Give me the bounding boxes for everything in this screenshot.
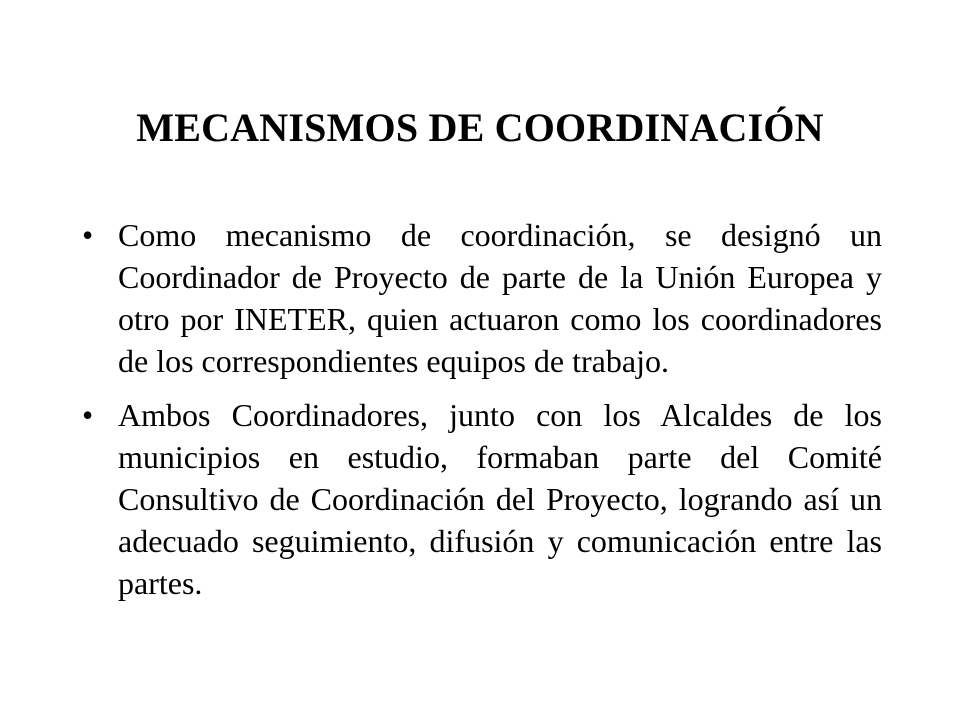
- slide-title: MECANISMOS DE COORDINACIÓN: [136, 105, 824, 150]
- bullet-item: [82, 394, 882, 604]
- bullet-item: [82, 214, 882, 382]
- bullet-list: [82, 214, 882, 616]
- bullet-marker: •: [82, 217, 94, 253]
- bullet-marker: •: [82, 397, 94, 433]
- bullet-text: Ambos Coordinadores, junto con los Alcaldes de los municipios en estudio, formaban parte del Comité Consultivo de Coordinación del Proyecto, logrando así un adecuado seguimiento, difusión y comunicación entre las partes.: [118, 397, 882, 601]
- bullet-text: Como mecanismo de coordinación, se designó un Coordinador de Proyecto de parte de la Unión Europea y otro por INETER, quien actuaron como los coordinadores de los correspondientes equipos de trabajo.: [118, 217, 882, 379]
